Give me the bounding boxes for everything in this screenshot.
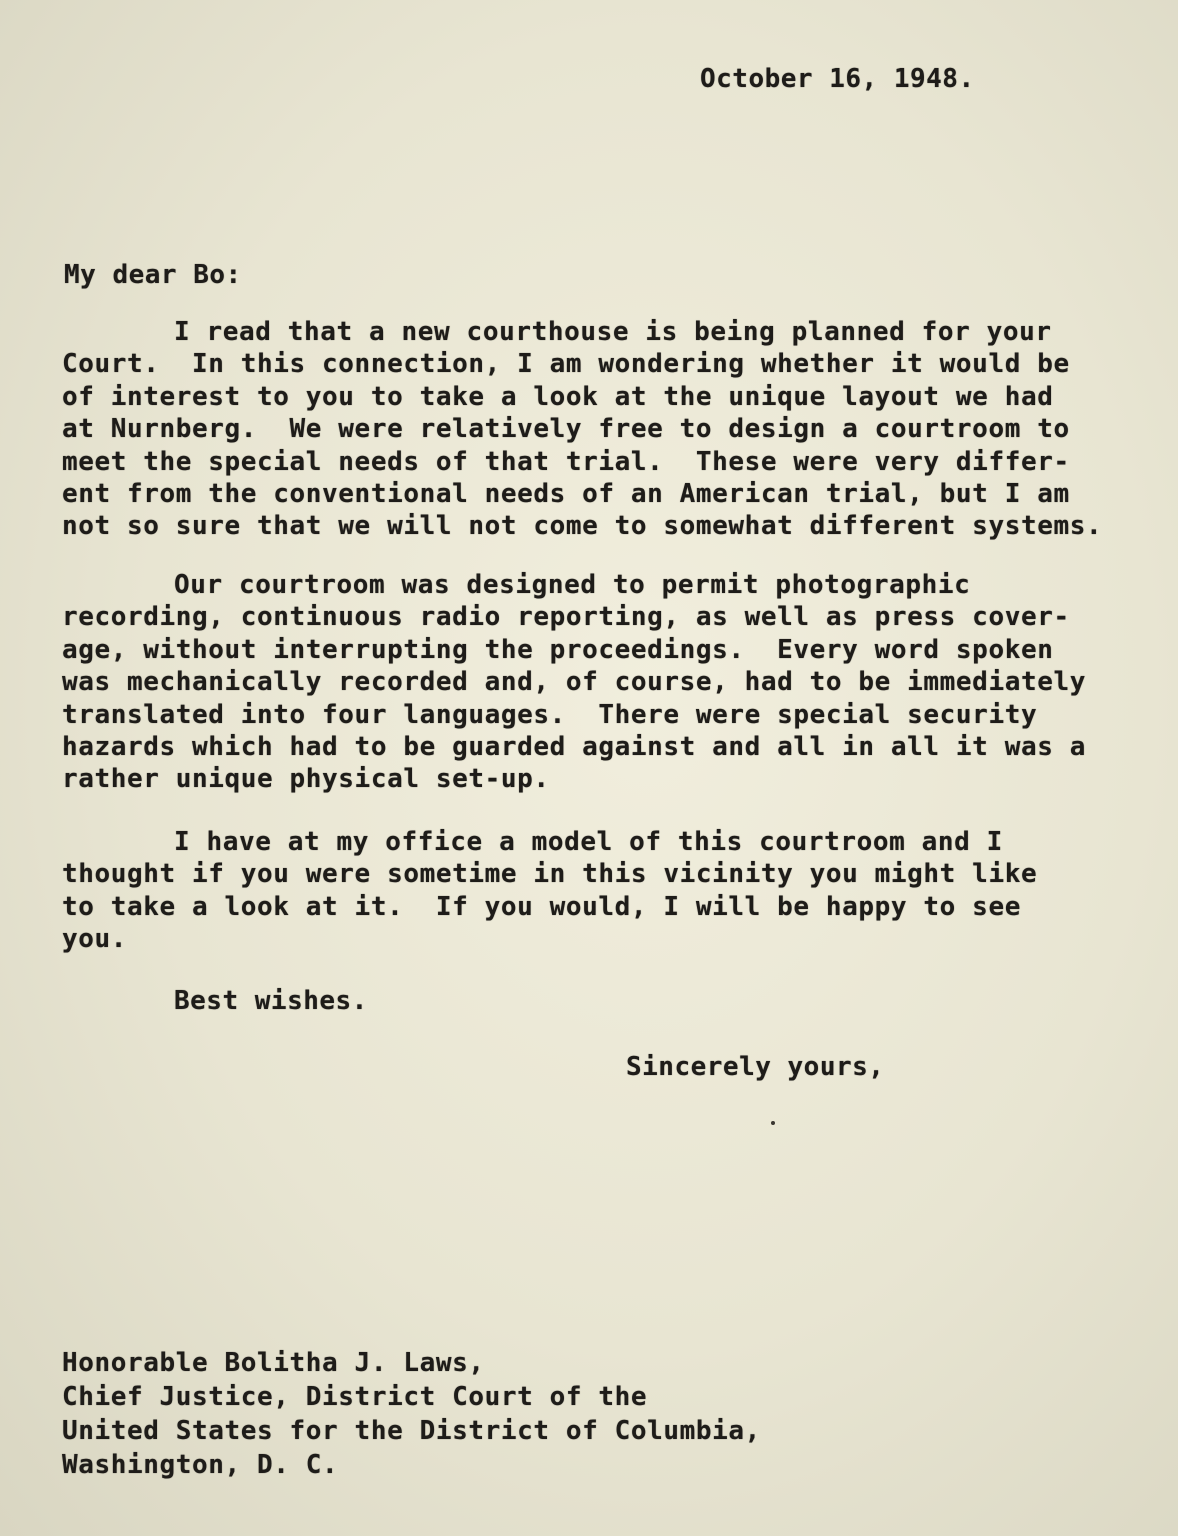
paragraph-line: to take a look at it. If you would, I will be happy to see [62,891,1021,922]
paragraph-line: of interest to you to take a look at the unique layout we had [62,381,1054,412]
ink-speck [771,1121,775,1125]
complimentary-close: Sincerely yours, [626,1052,885,1082]
paragraph-line: not so sure that we will not come to somewhat different systems. [62,511,1103,542]
paragraph-2 [62,569,1086,796]
paragraph-line: hazards which had to be guarded against and all in all it was a [62,732,1086,763]
address-line: Washington, D. C. [62,1450,339,1480]
paragraph-1 [62,316,1102,543]
address-line: Honorable Bolitha J. Laws, [62,1348,485,1378]
paragraph-line: I have at my office a model of this courtroom and I [174,827,1003,857]
paragraph-3 [62,826,1037,956]
recipient-address [62,1346,761,1482]
paragraph-line: at Nurnberg. We were relatively free to design a courtroom to [62,414,1070,445]
paragraph-line: I read that a new courthouse is being planned for your [174,317,1052,347]
address-line: United States for the District of Columbia, [62,1416,761,1446]
paragraph-line: recording, continuous radio reporting, as well as press cover- [62,602,1070,633]
address-line: Chief Justice, District Court of the [62,1382,648,1412]
paragraph-line: translated into four languages. There were special security [62,699,1038,730]
closing-wishes: Best wishes. [174,986,368,1016]
paragraph-line: Our courtroom was designed to permit photographic [174,570,971,600]
paragraph-line: meet the special needs of that trial. These were very differ- [62,446,1070,477]
letter-date: October 16, 1948. [700,64,975,94]
paragraph-line: you. [62,924,128,955]
paragraph-line: ent from the conventional needs of an American trial, but I am [62,479,1070,510]
paragraph-line: thought if you were sometime in this vicinity you might like [62,859,1038,890]
paragraph-line: Court. In this connection, I am wondering whether it would be [62,349,1070,380]
paragraph-line: was mechanically recorded and, of course, had to be immediately [62,667,1086,698]
paragraph-line: age, without interrupting the proceedings. Every word spoken [62,634,1054,665]
paragraph-line: rather unique physical set-up. [62,764,550,795]
salutation: My dear Bo: [64,260,242,290]
